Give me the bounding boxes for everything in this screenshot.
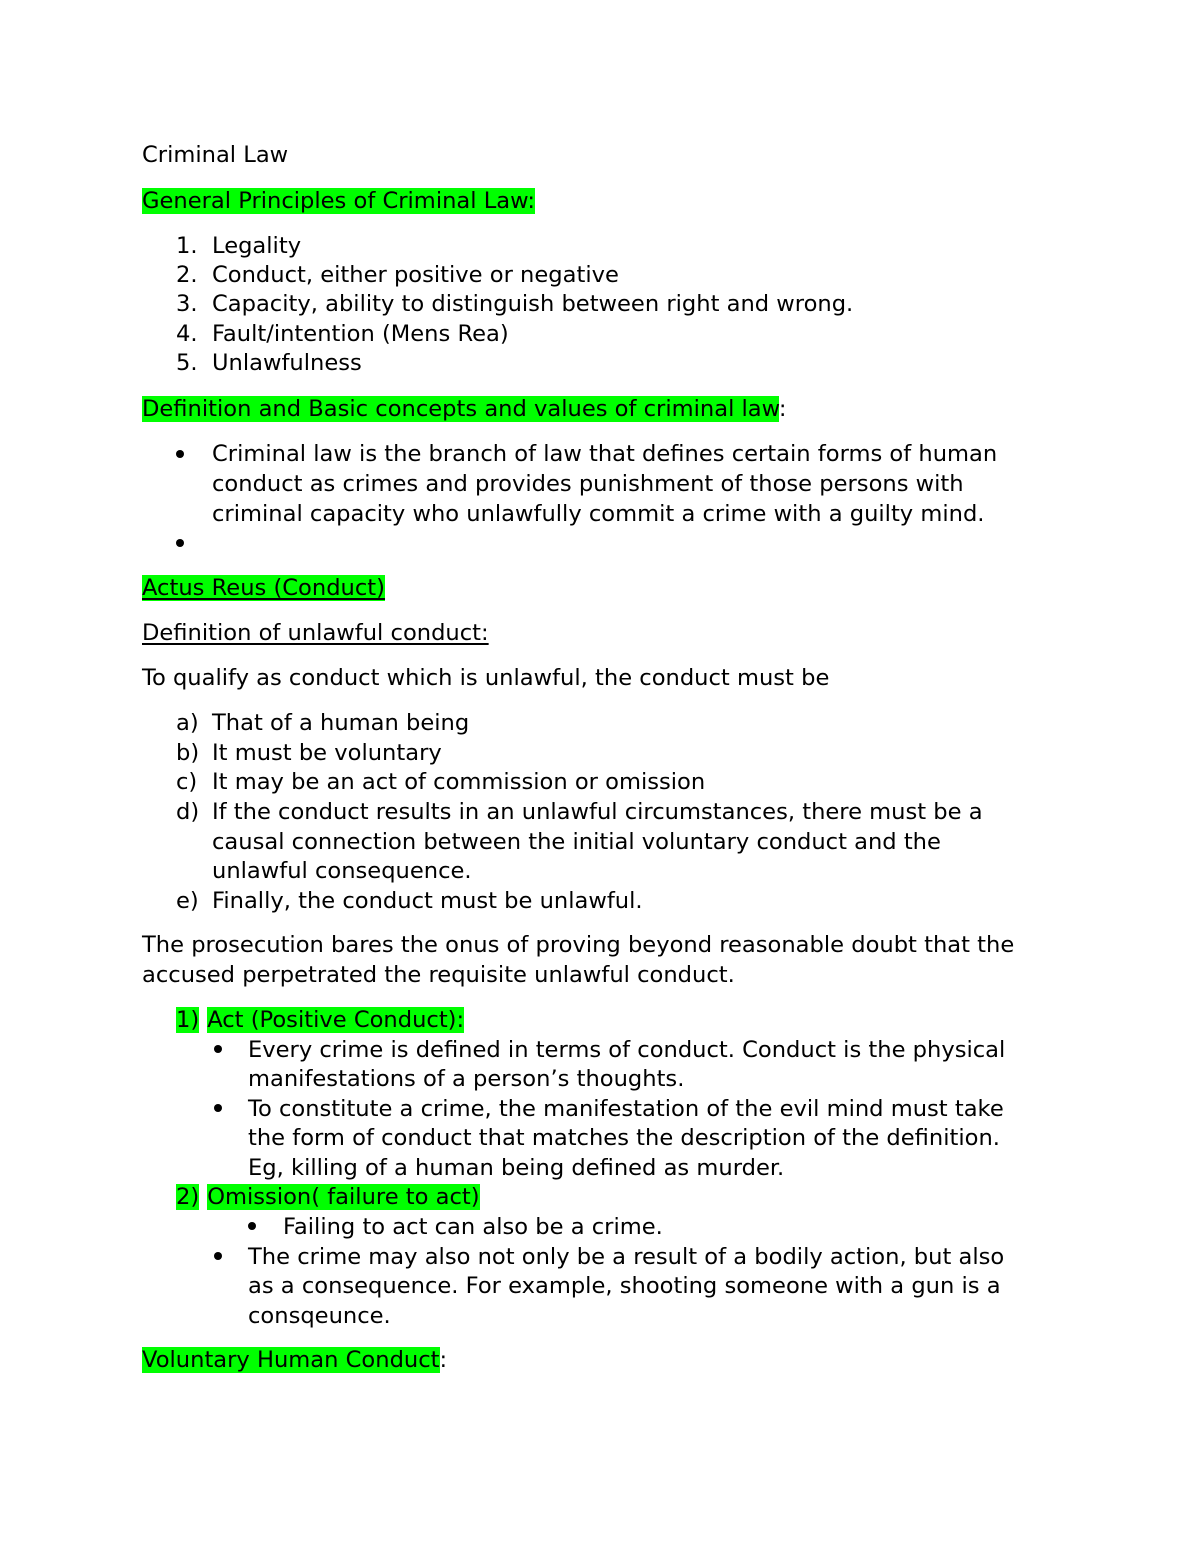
prosecution-line: The prosecution bares the onus of proving beyond reasonable doubt that the	[142, 932, 1015, 958]
act-bullet-line: Every crime is defined in terms of conduct. Conduct is the physical	[248, 1037, 1006, 1063]
qualify-text: unlawful consequence.	[212, 858, 472, 884]
actus-reus-heading-text: Actus Reus (Conduct)	[142, 575, 385, 601]
principle-text: Unlawfulness	[212, 350, 362, 376]
principle-text: Legality	[212, 233, 302, 259]
doc-title: Criminal Law	[142, 142, 289, 168]
omission-heading-number: 2)	[176, 1184, 200, 1210]
act-bullet-line: To constitute a crime, the manifestation of the evil mind must take	[248, 1096, 1004, 1122]
qualify-letter: c)	[176, 769, 198, 795]
qualify-letter: a)	[176, 710, 199, 736]
definition-line: criminal capacity who unlawfully commit a crime with a guilty mind.	[212, 501, 985, 527]
principle-text: Conduct, either positive or negative	[212, 262, 619, 288]
omission-bullet-line: The crime may also not only be a result of a bodily action, but also	[248, 1244, 1005, 1270]
omission-heading	[176, 1182, 480, 1212]
bullet-icon	[214, 1104, 222, 1112]
definition-heading	[142, 394, 787, 424]
qualify-text: causal connection between the initial voluntary conduct and the	[212, 829, 941, 855]
prosecution-line: accused perpetrated the requisite unlawful conduct.	[142, 962, 735, 988]
bullet-icon	[248, 1222, 256, 1230]
voluntary-heading-text: Voluntary Human Conduct	[142, 1347, 440, 1373]
omission-heading-text: Omission( failure to act)	[207, 1184, 480, 1210]
omission-bullet-line: Failing to act can also be a crime.	[283, 1214, 663, 1240]
qualify-text: That of a human being	[212, 710, 470, 736]
principle-text: Capacity, ability to distinguish between right and wrong.	[212, 291, 854, 317]
omission-bullet-line: as a consequence. For example, shooting someone with a gun is a	[248, 1273, 1001, 1299]
act-heading-number: 1)	[176, 1007, 200, 1033]
principle-number: 4.	[176, 321, 198, 347]
definition-heading-text: Definition and Basic concepts and values of criminal law	[142, 396, 779, 422]
bullet-icon	[214, 1252, 222, 1260]
unlawful-conduct-definition-heading	[142, 618, 489, 648]
voluntary-heading	[142, 1345, 447, 1375]
unlawful-conduct-definition-heading-text: Definition of unlawful conduct:	[142, 620, 489, 646]
qualify-text: It must be voluntary	[212, 740, 442, 766]
definition-heading-colon: :	[778, 396, 787, 422]
general-principles-heading-text: General Principles of Criminal Law:	[142, 188, 536, 214]
act-heading-text: Act (Positive Conduct):	[207, 1007, 465, 1033]
principle-number: 3.	[176, 291, 198, 317]
qualify-letter: b)	[176, 740, 200, 766]
voluntary-heading-colon: :	[439, 1347, 448, 1373]
general-principles-heading	[142, 186, 535, 216]
qualify-text: Finally, the conduct must be unlawful.	[212, 888, 643, 914]
qualify-letter: d)	[176, 799, 200, 825]
qualify-text: It may be an act of commission or omission	[212, 769, 706, 795]
bullet-icon	[176, 450, 184, 458]
principle-number: 1.	[176, 233, 198, 259]
act-bullet-line: Eg, killing of a human being defined as murder.	[248, 1155, 785, 1181]
definition-line: conduct as crimes and provides punishment of those persons with	[212, 471, 964, 497]
empty-bullet-icon	[176, 539, 184, 547]
actus-reus-heading	[142, 573, 385, 603]
qualify-letter: e)	[176, 888, 199, 914]
act-bullet-line: manifestations of a person’s thoughts.	[248, 1066, 685, 1092]
bullet-icon	[214, 1045, 222, 1053]
qualify-intro: To qualify as conduct which is unlawful, the conduct must be	[142, 665, 830, 691]
act-heading	[176, 1005, 464, 1035]
definition-line: Criminal law is the branch of law that defines certain forms of human	[212, 441, 998, 467]
principle-number: 5.	[176, 350, 198, 376]
act-bullet-line: the form of conduct that matches the description of the definition.	[248, 1125, 1000, 1151]
principle-number: 2.	[176, 262, 198, 288]
omission-bullet-line: consqeunce.	[248, 1303, 391, 1329]
principle-text: Fault/intention (Mens Rea)	[212, 321, 509, 347]
qualify-text: If the conduct results in an unlawful circumstances, there must be a	[212, 799, 983, 825]
